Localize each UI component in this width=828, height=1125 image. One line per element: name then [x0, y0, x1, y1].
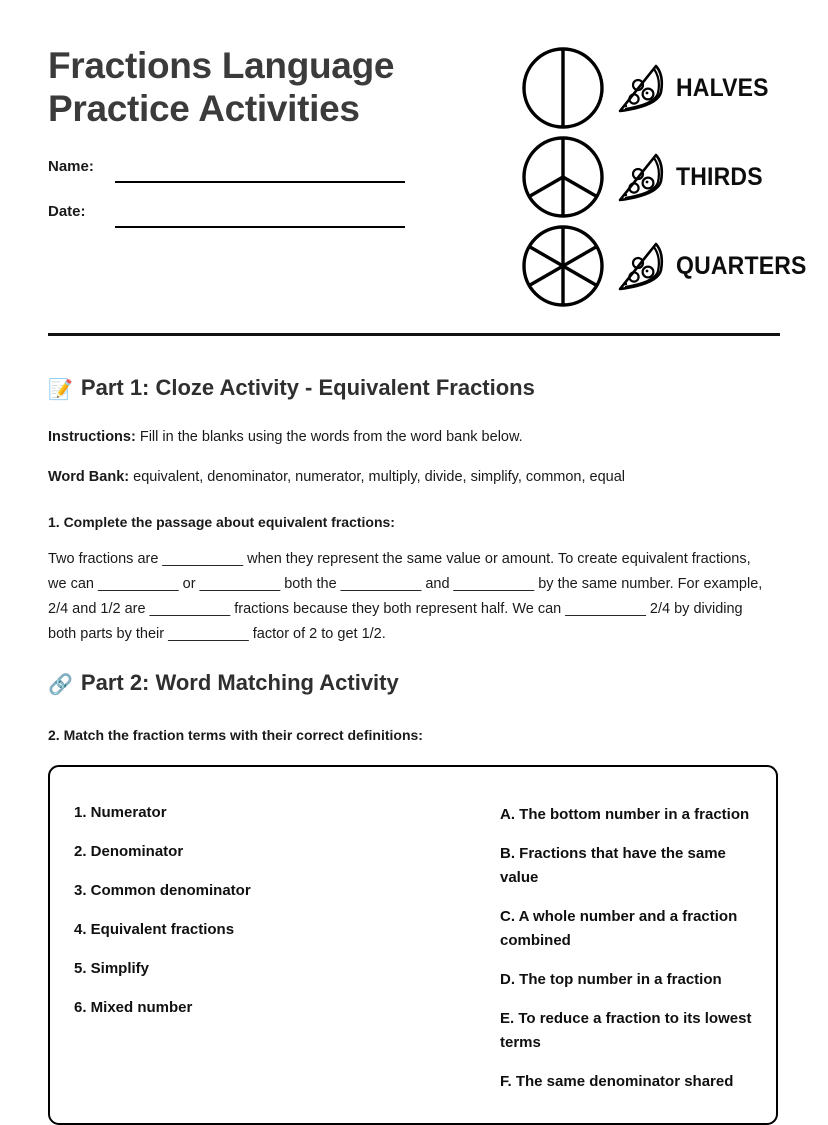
list-item[interactable]: E. To reduce a fraction to its lowest terms [500, 1010, 752, 1051]
name-field-label: Name: [48, 158, 94, 175]
list-item[interactable]: F. The same denominator shared [500, 1073, 734, 1090]
matching-definitions-column [500, 767, 776, 1123]
fraction-row-thirds [520, 133, 810, 221]
fraction-row-quarters [520, 222, 810, 310]
memo-icon: 📝 [48, 379, 73, 401]
instructions-label: Instructions: [48, 429, 136, 445]
link-icon: 🔗 [48, 674, 73, 696]
list-item[interactable]: 5. Simplify [74, 960, 150, 977]
page-title-line-2: Practice Activities [48, 88, 360, 129]
matching-terms-column [50, 767, 500, 1123]
header-divider [48, 333, 780, 336]
fraction-label-halves: HALVES [676, 73, 769, 102]
fraction-illustration [520, 40, 810, 320]
part2-heading [48, 670, 399, 697]
list-item[interactable]: B. Fractions that have the same value [500, 845, 726, 886]
page-title-line-1: Fractions Language [48, 45, 395, 86]
part1-instructions [48, 425, 770, 450]
matching-activity-box [48, 765, 778, 1125]
part2-heading-text: Part 2: Word Matching Activity [80, 670, 399, 695]
list-item[interactable]: 4. Equivalent fractions [74, 921, 235, 938]
cloze-passage[interactable]: Two fractions are __________ when they represent the same value or amount. To create equivalent fractions, we can __________ or __________ both the __________ and __________ by the same number. For example, 2/4 and 1/2 are __________ fractions because they both represent half. We can __________ 2/4 by dividing both parts by their __________ factor of 2 to get 1/2. [48, 551, 763, 642]
page-title [48, 44, 488, 130]
list-item[interactable]: 1. Numerator [74, 804, 167, 821]
circle-quarters-icon [520, 223, 606, 309]
part1-question-prompt: 1. Complete the passage about equivalent fractions: [48, 514, 395, 530]
date-field-input-line[interactable] [115, 226, 405, 228]
list-item[interactable]: 2. Denominator [74, 843, 184, 860]
list-item[interactable]: 3. Common denominator [74, 882, 251, 899]
part2-question-prompt: 2. Match the fraction terms with their correct definitions: [48, 727, 423, 743]
date-field-label: Date: [48, 203, 86, 220]
list-item[interactable]: D. The top number in a fraction [500, 971, 722, 988]
list-item[interactable]: C. A whole number and a fraction combined [500, 908, 738, 949]
circle-halves-icon [520, 45, 606, 131]
fraction-label-quarters: QUARTERS [676, 251, 807, 280]
list-item[interactable]: A. The bottom number in a fraction [500, 806, 750, 823]
worksheet-header [0, 0, 828, 320]
matching-columns [50, 767, 776, 1123]
pizza-slice-icon [614, 59, 666, 117]
name-field-input-line[interactable] [115, 181, 405, 183]
fraction-row-halves [520, 44, 810, 132]
fraction-label-thirds: THIRDS [676, 162, 763, 191]
part1-heading-text: Part 1: Cloze Activity - Equivalent Fractions [80, 375, 535, 400]
part1-word-bank [48, 465, 770, 490]
word-bank-label: Word Bank: [48, 469, 130, 485]
list-item[interactable]: 6. Mixed number [74, 999, 193, 1016]
pizza-slice-icon [614, 148, 666, 206]
pizza-slice-icon [614, 237, 666, 295]
circle-thirds-icon [520, 134, 606, 220]
part1-heading [48, 375, 535, 402]
instructions-text: Fill in the blanks using the words from the word bank below. [135, 429, 523, 445]
word-bank-text: equivalent, denominator, numerator, multiply, divide, simplify, common, equal [129, 469, 626, 485]
